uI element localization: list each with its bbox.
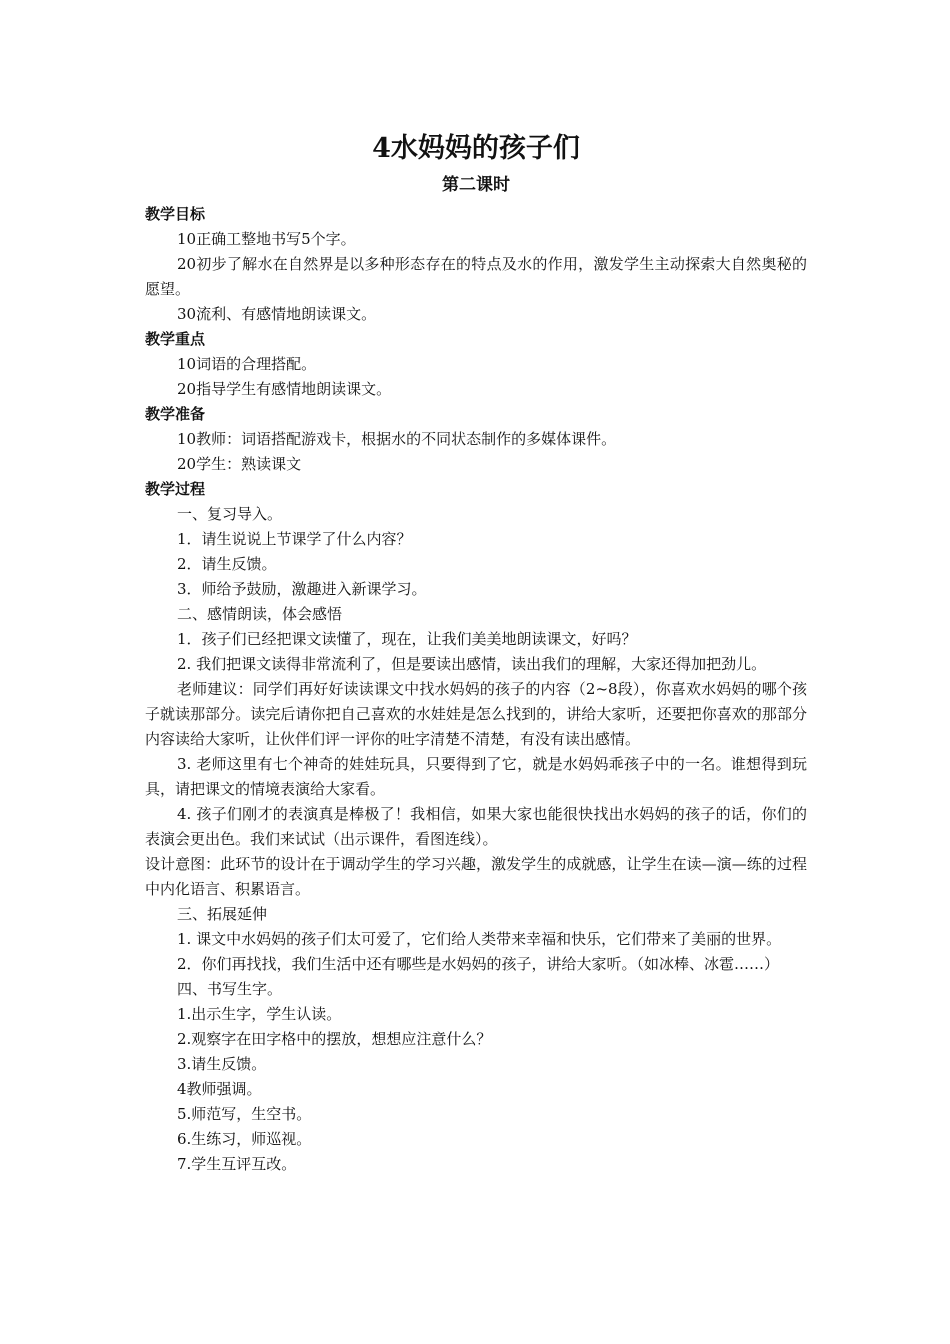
- process-paragraph: 3．师给予鼓励，激趣进入新课学习。: [177, 580, 427, 598]
- process-paragraph: 2. 我们把课文读得非常流利了，但是要读出感情，读出我们的理解，大家还得加把劲儿。: [177, 655, 767, 673]
- process-paragraph: 3.请生反馈。: [177, 1055, 267, 1073]
- process-paragraph: 2．你们再找找，我们生活中还有哪些是水妈妈的孩子，讲给大家听。（如冰棒、冰雹……）: [177, 955, 780, 973]
- focus-item: 20指导学生有感情地朗读课文。: [177, 380, 392, 398]
- goal-item: 30流利、有感情地朗读课文。: [177, 305, 377, 323]
- goal-item: 20初步了解水在自然界是以多种形态存在的特点及水的作用，激发学生主动探索大自然奥秘的愿望。: [145, 255, 807, 298]
- design-intent: 设计意图：此环节的设计在于调动学生的学习兴趣，激发学生的成就感，让学生在读—演—练的过程中内化语言、积累语言。: [145, 855, 807, 898]
- process-paragraph: 三、拓展延伸: [177, 905, 268, 923]
- process-paragraph: 1.出示生字，学生认读。: [177, 1005, 342, 1023]
- process-paragraph: 1．请生说说上节课学了什么内容？: [177, 530, 412, 548]
- prep-item: 20学生：熟读课文: [177, 455, 302, 473]
- process-paragraph: 2.观察字在田字格中的摆放，想想应注意什么？: [177, 1030, 492, 1048]
- heading-focus: 教学重点: [145, 330, 206, 348]
- goal-item: 10正确工整地书写5个字。: [177, 230, 356, 248]
- heading-prep: 教学准备: [145, 405, 206, 423]
- process-paragraph: 一、复习导入。: [177, 505, 283, 523]
- process-paragraph: 2．请生反馈。: [177, 555, 277, 573]
- process-paragraph: 6.生练习，师巡视。: [177, 1130, 312, 1148]
- process-paragraph: 老师建议：同学们再好好读读课文中找水妈妈的孩子的内容（2~8段），你喜欢水妈妈的哪个孩子就读那部分。读完后请你把自己喜欢的水娃娃是怎么找到的，讲给大家听，还要把你喜欢的那部分内容读给大家听，让伙伴们评一评你的吐字清楚不清楚，有没有读出感情。: [145, 680, 807, 748]
- process-paragraph: 3. 老师这里有七个神奇的娃娃玩具，只要得到了它，就是水妈妈乖孩子中的一名。谁想得到玩具，请把课文的情境表演给大家看。: [145, 755, 807, 798]
- focus-item: 10词语的合理搭配。: [177, 355, 317, 373]
- process-paragraph: 4教师强调。: [177, 1080, 262, 1098]
- heading-process: 教学过程: [145, 480, 206, 498]
- process-paragraph: 7.学生互评互改。: [177, 1155, 297, 1173]
- document-page: [145, 128, 807, 1177]
- heading-goals: 教学目标: [145, 205, 206, 223]
- process-paragraph: 四、书写生字。: [177, 980, 283, 998]
- lesson-subtitle: 第二课时: [442, 175, 510, 195]
- process-paragraph: 4. 孩子们刚才的表演真是棒极了！我相信，如果大家也能很快找出水妈妈的孩子的话，你们的表演会更出色。我们来试试（出示课件，看图连线）。: [145, 805, 807, 848]
- prep-item: 10教师：词语搭配游戏卡，根据水的不同状态制作的多媒体课件。: [177, 430, 617, 448]
- page-title: 4水妈妈的孩子们: [372, 133, 580, 164]
- process-paragraph: 二、感情朗读，体会感悟: [177, 605, 343, 623]
- process-paragraph: 5.师范写，生空书。: [177, 1105, 312, 1123]
- process-paragraph: 1．孩子们已经把课文读懂了，现在，让我们美美地朗读课文，好吗？: [177, 630, 637, 648]
- process-paragraph: 1. 课文中水妈妈的孩子们太可爱了，它们给人类带来幸福和快乐，它们带来了美丽的世界。: [177, 930, 782, 948]
